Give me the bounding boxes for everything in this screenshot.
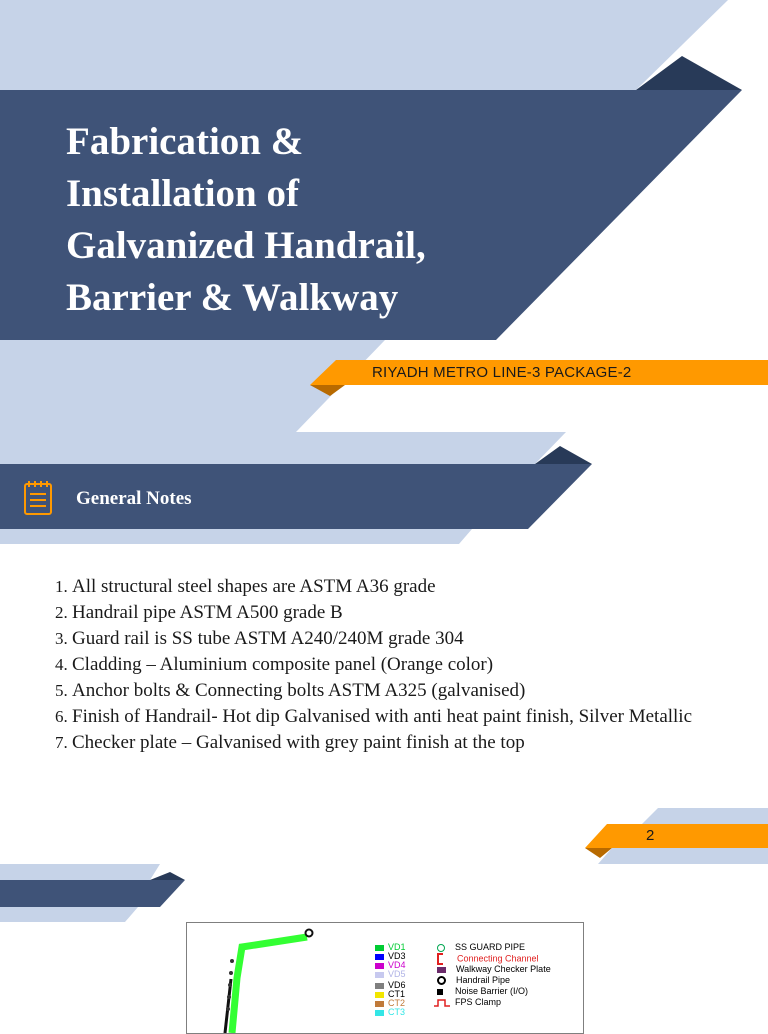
- checker-plate-swatch: [437, 967, 446, 973]
- notes-heading: General Notes: [76, 488, 192, 509]
- slide3-background-shapes: [0, 864, 768, 924]
- page-number-band: [585, 824, 768, 848]
- pale-band-top: [0, 432, 566, 464]
- note-item: 4. Cladding – Aluminium composite panel (Orange color): [72, 652, 712, 678]
- pale-band-right-1: [642, 808, 768, 824]
- pale-band-top: [0, 864, 160, 880]
- handrail-pipe-icon: [437, 976, 446, 985]
- note-item: 3. Guard rail is SS tube ASTM A240/240M grade 304: [72, 626, 712, 652]
- legend-swatch: [375, 954, 384, 960]
- circle-icon: [437, 944, 445, 952]
- legend-swatch: [375, 983, 384, 989]
- fps-clamp-icon: [433, 998, 451, 1007]
- legend-item: [433, 997, 501, 1008]
- legend-label: CT1: [388, 989, 406, 999]
- legend-label: VD1: [388, 942, 406, 952]
- legend-item: [437, 964, 551, 975]
- page-number: 2: [646, 827, 655, 844]
- legend-label: VD4: [388, 960, 406, 970]
- legend-label: VD5: [388, 969, 406, 979]
- legend-label: VD6: [388, 980, 406, 990]
- legend-label: Walkway Checker Plate: [456, 964, 551, 974]
- drawing-legend-panel: [186, 922, 584, 1034]
- legend-item: [437, 942, 525, 953]
- note-item: 5. Anchor bolts & Connecting bolts ASTM A325 (galvanised): [72, 678, 712, 704]
- dark-accent: [150, 872, 185, 880]
- legend-label: Connecting Channel: [457, 953, 539, 964]
- legend-label: Noise Barrier (I/O): [455, 986, 529, 996]
- pale-band-top: [0, 0, 728, 90]
- pale-band-right-2: [598, 848, 768, 864]
- note-item: 6. Finish of Handrail- Hot dip Galvanised with anti heat paint finish, Silver Metallic: [72, 704, 712, 730]
- legend-item: [437, 986, 528, 997]
- notes-list: [48, 574, 712, 756]
- legend-label: SS GUARD PIPE: [455, 942, 526, 952]
- legend-swatch: [375, 1010, 384, 1016]
- legend-swatch: [375, 945, 384, 951]
- legend-swatch: [375, 1001, 384, 1007]
- note-item: 2. Handrail pipe ASTM A500 grade B: [72, 600, 712, 626]
- notepad-icon: [23, 480, 53, 516]
- legend-label: CT2: [388, 998, 406, 1008]
- legend-swatch: [375, 963, 384, 969]
- note-item: 7. Checker plate – Galvanised with grey paint finish at the top: [72, 730, 712, 756]
- noise-barrier-icon: [437, 989, 443, 995]
- legend-item: [437, 975, 510, 986]
- legend-label: VD3: [388, 951, 406, 961]
- legend-label: FPS Clamp: [455, 997, 502, 1007]
- legend-swatch: [375, 972, 384, 978]
- legend-label: CT3: [388, 1007, 406, 1017]
- legend-label: Handrail Pipe: [456, 975, 511, 985]
- legend-item: [375, 969, 406, 980]
- handrail-plan-drawing: [187, 923, 327, 1033]
- navy-band: [0, 880, 185, 907]
- slide1-subtitle: RIYADH METRO LINE-3 PACKAGE-2: [372, 364, 632, 381]
- legend-swatch: [375, 992, 384, 998]
- pale-band-bottom: [0, 907, 138, 922]
- pale-band-under-heading: [0, 529, 472, 544]
- note-item: 1. All structural steel shapes are ASTM A36 grade: [72, 574, 712, 600]
- legend-item: [375, 1007, 405, 1018]
- slide1-title: Fabrication & Installation of Galvanized Handrail, Barrier & Walkway: [66, 120, 426, 319]
